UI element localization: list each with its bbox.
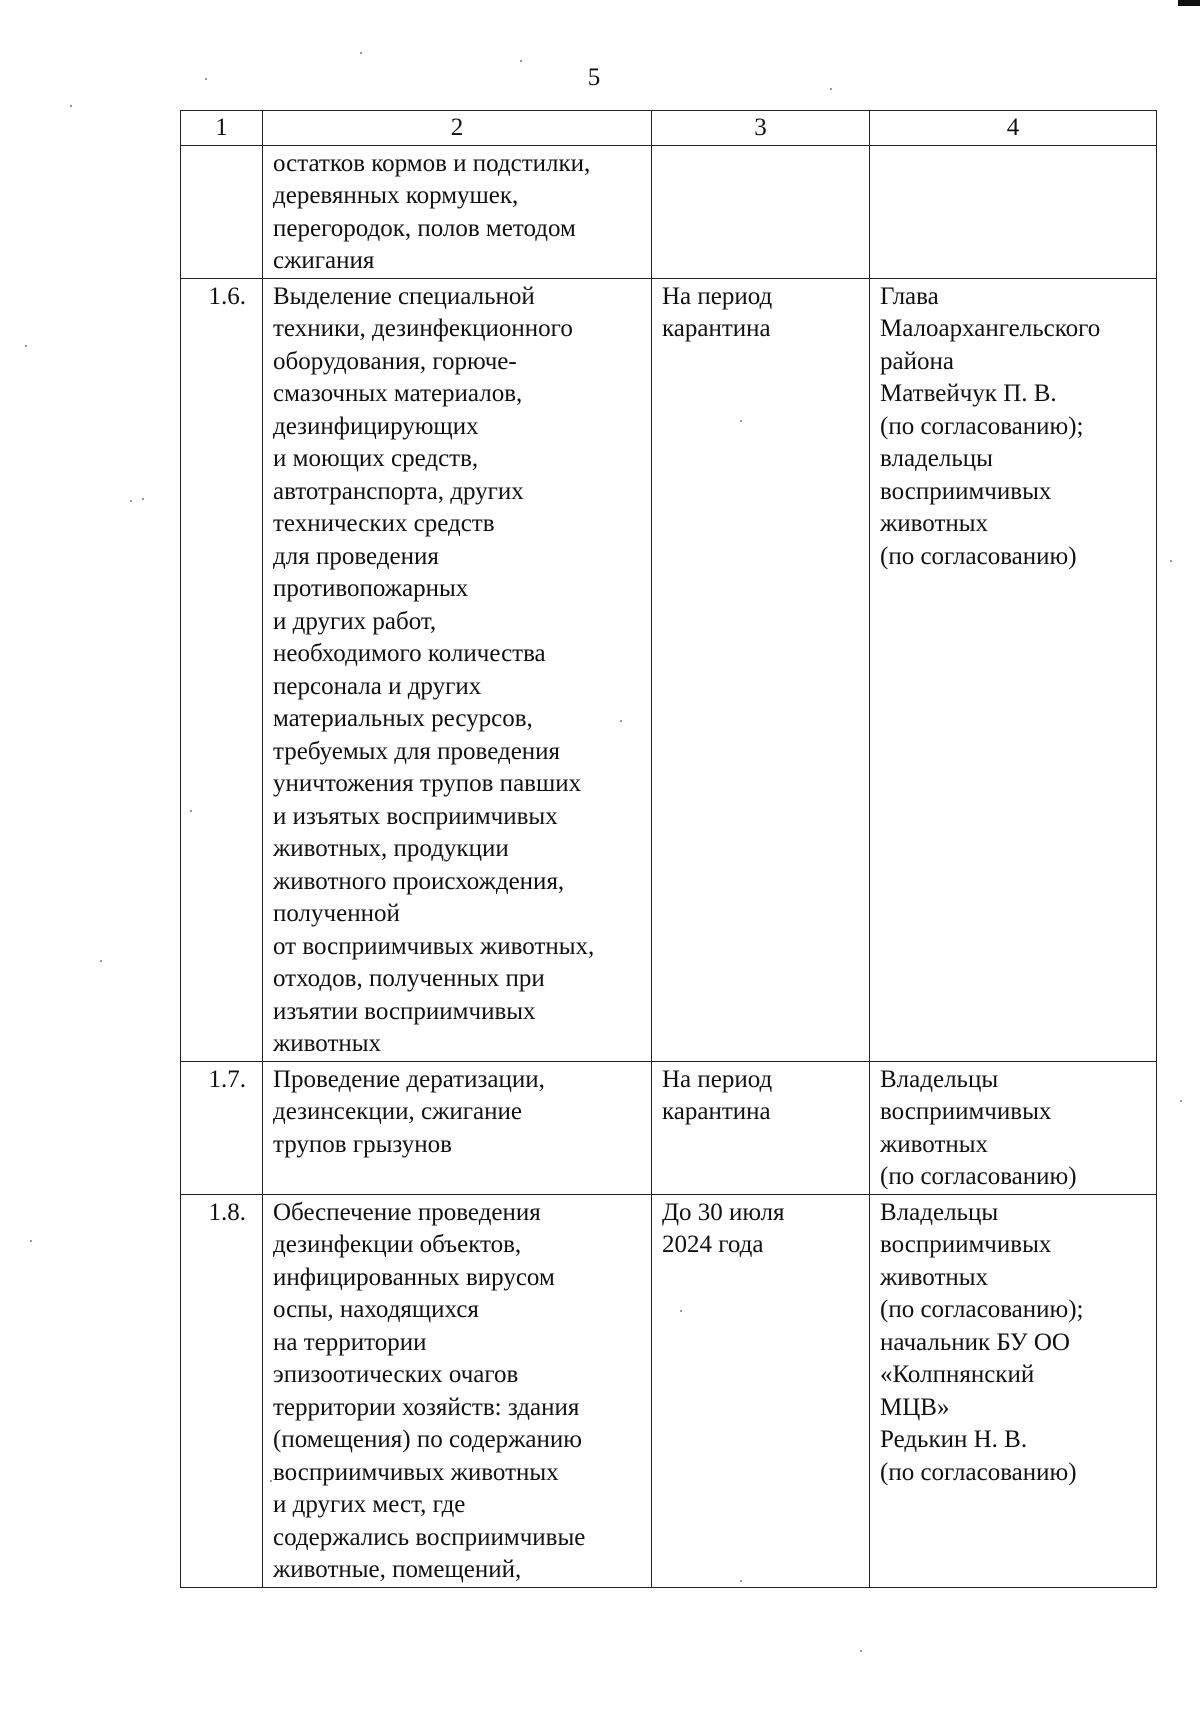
table-row (181, 145, 1157, 278)
responsible-text: Владельцы восприимчивых животных (по согласованию) (870, 1061, 1157, 1194)
column-number-1: 1 (181, 111, 263, 146)
responsible-text: Владельцы восприимчивых животных (по согласованию); начальник БУ ОО «Колпнянский МЦВ» Редькин Н. В. (по согласованию) (870, 1194, 1157, 1587)
column-number-row (181, 111, 1157, 146)
scan-speck (520, 60, 522, 62)
scan-speck (360, 52, 362, 54)
item-number (181, 145, 263, 278)
measure-text: Обеспечение проведения дезинфекции объектов, инфицированных вирусом оспы, находящихся на территории эпизоотических очагов территории хозяйств: здания (помещения) по содержанию восприимчивых животных и других мест, где содержались восприимчивые животные, помещений, (263, 1194, 652, 1587)
table-row (181, 1061, 1157, 1194)
scan-speck (100, 960, 102, 962)
page-number: 5 (587, 64, 601, 91)
scan-speck (270, 1480, 272, 1482)
scan-speck (860, 1650, 862, 1652)
scan-speck (680, 1310, 682, 1312)
item-number: 1.6. (181, 278, 263, 1061)
measure-text: остатков кормов и подстилки, деревянных кормушек, перегородок, полов методом сжигания (263, 145, 652, 278)
term-text: До 30 июля 2024 года (652, 1194, 870, 1587)
scan-speck (1180, 1100, 1182, 1102)
scan-speck (190, 810, 192, 812)
scan-speck (30, 1240, 32, 1242)
term-text: На период карантина (652, 1061, 870, 1194)
scan-speck (205, 78, 207, 80)
scan-speck (25, 345, 27, 347)
scan-edge-mark (1178, 0, 1200, 6)
column-number-2: 2 (263, 111, 652, 146)
column-number-3: 3 (652, 111, 870, 146)
responsible-text (870, 145, 1157, 278)
measures-table (180, 110, 1157, 1588)
scan-speck (1170, 560, 1172, 562)
measure-text: Проведение дератизации, дезинсекции, сжигание трупов грызунов (263, 1061, 652, 1194)
table-row (181, 278, 1157, 1061)
scan-speck (130, 500, 132, 502)
scan-speck (620, 720, 622, 722)
item-number: 1.8. (181, 1194, 263, 1587)
scan-speck (70, 105, 72, 107)
scan-speck (142, 498, 144, 500)
scan-speck (830, 88, 832, 90)
term-text (652, 145, 870, 278)
item-number: 1.7. (181, 1061, 263, 1194)
table-row (181, 1194, 1157, 1587)
scan-speck (740, 420, 742, 422)
column-number-4: 4 (870, 111, 1157, 146)
term-text: На период карантина (652, 278, 870, 1061)
responsible-text: Глава Малоархангельского района Матвейчук П. В. (по согласованию); владельцы восприимчивых животных (по согласованию) (870, 278, 1157, 1061)
scan-speck (740, 1580, 742, 1582)
measure-text: Выделение специальной техники, дезинфекционного оборудования, горюче- смазочных материалов, дезинфицирующих и моющих средств, автотранспорта, других технических средств для проведения противопожарных и других работ, необходимого количества персонала и других материальных ресурсов, требуемых для проведения уничтожения трупов павших и изъятых восприимчивых животных, продукции животного происхождения, полученной от восприимчивых животных, отходов, полученных при изъятии восприимчивых животных (263, 278, 652, 1061)
